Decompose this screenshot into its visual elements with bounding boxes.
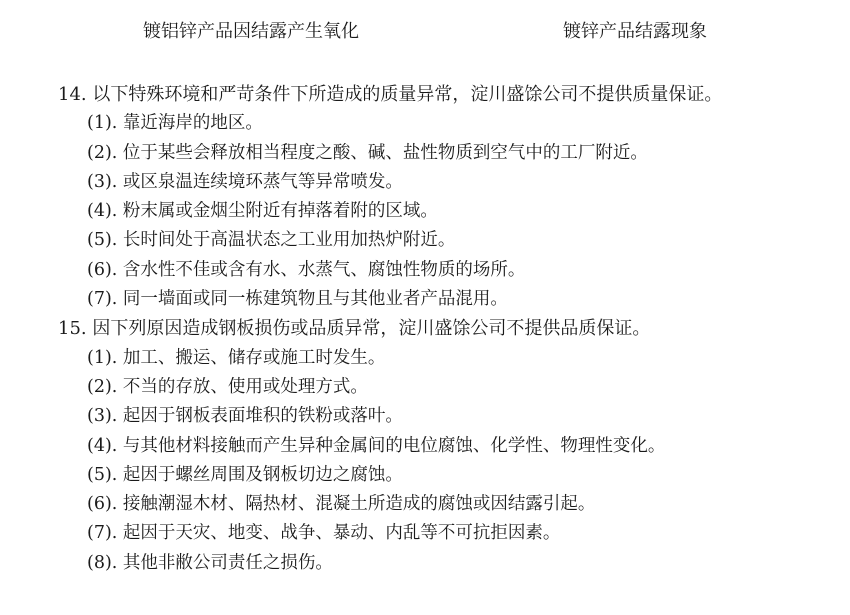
list-item: (6). 含水性不佳或含有水、水蒸气、腐蚀性物质的场所。 (87, 259, 526, 280)
caption-galvalume-condensation: 镀铝锌产品因结露产生氧化 (143, 21, 359, 42)
list-item: (5). 起因于螺丝周围及钢板切边之腐蚀。 (87, 464, 403, 485)
list-item: (3). 或区泉温连续境环蒸气等异常喷发。 (87, 171, 403, 192)
warranty-exclusions (0, 80, 850, 578)
list-item: (7). 同一墙面或同一栋建筑物且与其他业者产品混用。 (87, 289, 508, 310)
section-heading: 14. 以下特殊环境和严苛条件下所造成的质量异常，淀川盛馀公司不提供质量保证。 (58, 84, 723, 105)
image-captions (0, 18, 850, 46)
list-item: (2). 不当的存放、使用或处理方式。 (87, 376, 368, 397)
section-14-environment-exclusions (0, 80, 850, 314)
list-item: (2). 位于某些会释放相当程度之酸、碱、盐性物质到空气中的工厂附近。 (87, 142, 648, 163)
list-item: (4). 与其他材料接触而产生异种金属间的电位腐蚀、化学性、物理性变化。 (87, 435, 666, 456)
section-heading: 15. 因下列原因造成钢板损伤或品质异常，淀川盛馀公司不提供品质保证。 (58, 318, 651, 340)
caption-galvanized-condensation: 镀锌产品结露现象 (563, 21, 707, 42)
list-item: (1). 加工、搬运、储存或施工时发生。 (87, 347, 386, 368)
section-15-damage-exclusions (0, 314, 850, 578)
list-item: (7). 起因于天灾、地变、战争、暴动、内乱等不可抗拒因素。 (87, 523, 561, 544)
list-item: (1). 靠近海岸的地区。 (87, 113, 263, 134)
list-item: (4). 粉末属或金烟尘附近有掉落着附的区域。 (87, 201, 438, 222)
list-item: (8). 其他非敝公司责任之损伤。 (87, 552, 333, 573)
list-item: (3). 起因于钢板表面堆积的铁粉或落叶。 (87, 406, 403, 427)
list-item: (6). 接触潮湿木材、隔热材、混凝土所造成的腐蚀或因结露引起。 (87, 494, 596, 515)
list-item: (5). 长时间处于高温状态之工业用加热炉附近。 (87, 230, 456, 251)
